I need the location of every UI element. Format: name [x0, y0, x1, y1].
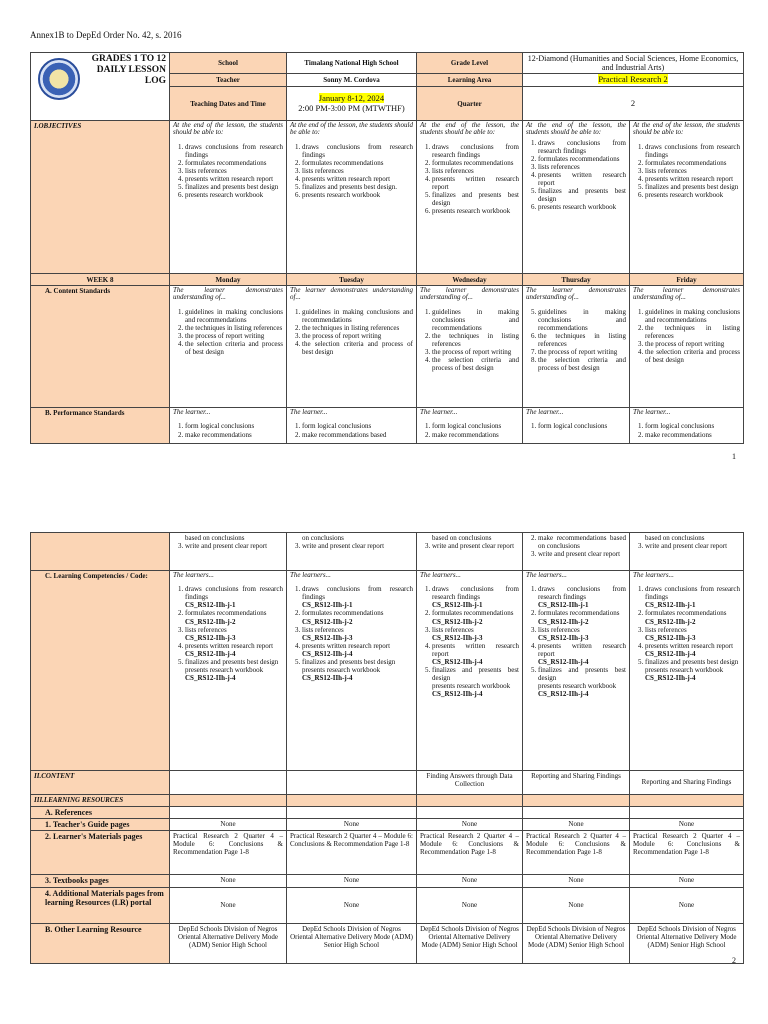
- competencies-label: C. Learning Competencies / Code:: [31, 571, 170, 771]
- learners-materials-friday: Practical Research 2 Quarter 4 – Module 6: Conclusions & Recommendation Page 1-8: [630, 831, 744, 875]
- learners-materials-thursday: Practical Research 2 Quarter 4 – Module 6: Conclusions & Recommendation Page 1-8: [523, 831, 630, 875]
- performance-standards-label: B. Performance Standards: [31, 408, 170, 444]
- performance-continued-friday: based on conclusions 3. write and present clear report: [630, 533, 744, 571]
- competencies-monday: The learners... 1. draws conclusions from research findings CS_RS12-IIh-j-1 2. formulates recommendations CS_RS12-IIh-j-2 3. lists references CS_RS12-IIh-j-3 4. presents written research report CS_RS12-IIh-j-4 5. finalizes and presents best design presents research workbook CS_RS12-IIh-j-4: [170, 571, 287, 771]
- learners-materials-label: 2. Learner's Materials pages: [31, 831, 170, 875]
- textbooks-tuesday: None: [287, 875, 417, 887]
- other-tuesday: DepEd Schools Division of Negros Oriental Alternative Delivery Mode (ADM) Senior High School: [287, 923, 417, 963]
- teachers-guide-tuesday: None: [287, 819, 417, 831]
- competencies-thursday: The learners... 1. draws conclusions from research findings CS_RS12-IIh-j-1 2. formulates recommendations CS_RS12-IIh-j-2 3. lists references CS_RS12-IIh-j-3 4. presents written research report CS_RS12-IIh-j-4 5. finalizes and presents best design presents research workbook CS_RS12-IIh-j-4: [523, 571, 630, 771]
- additional-tuesday: None: [287, 887, 417, 923]
- performance-continued-label: [31, 533, 170, 571]
- lesson-log-table-page-1: [30, 52, 744, 444]
- objectives-friday: At the end of the lesson, the students should be able to: 1. draws conclusions from research findings 2. formulates recommendations 3. lists references 4. presents written research report 5. finalizes and presents best design 6. presents research workbook: [630, 121, 744, 274]
- resources-blank-3: [417, 795, 523, 807]
- grade-level-value: 12-Diamond (Humanities and Social Sciences, Home Economics, and Industrial Arts): [523, 53, 744, 74]
- references-tuesday: [287, 807, 417, 819]
- grade-level-label: Grade Level: [417, 53, 523, 74]
- learning-area-value: Practical Research 2: [523, 74, 744, 87]
- references-label: A. References: [31, 807, 170, 819]
- title-block: [31, 53, 170, 121]
- objectives-monday: At the end of the lesson, the students should be able to: 1. draws conclusions from research findings 2. formulates recommendations 3. lists references 4. presents written research report 5. finalizes and presents best design 6. presents research workbook: [170, 121, 287, 274]
- textbooks-label: 3. Textbooks pages: [31, 875, 170, 887]
- performance-standards-tuesday: The learner... 1. form logical conclusions 2. make recommendations based: [287, 408, 417, 444]
- other-thursday: DepEd Schools Division of Negros Oriental Alternative Delivery Mode (ADM) Senior High School: [523, 923, 630, 963]
- resources-blank-1: [170, 795, 287, 807]
- objectives-tuesday: At the end of the lesson, the students should be able to: 1. draws conclusions from research findings 2. formulates recommendations 3. lists references 4. presents written research report 5. finalizes and presents best design. 6. presents research workbook: [287, 121, 417, 274]
- learners-materials-tuesday: Practical Research 2 Quarter 4 – Module 6: Conclusions & Recommendation Page 1-8: [287, 831, 417, 875]
- learners-materials-wednesday: Practical Research 2 Quarter 4 – Module 6: Conclusions & Recommendation Page 1-8: [417, 831, 523, 875]
- additional-wednesday: None: [417, 887, 523, 923]
- performance-continued-wednesday: based on conclusions 3. write and present clear report: [417, 533, 523, 571]
- page-number-1: 1: [732, 452, 736, 461]
- competencies-tuesday: The learners... 1. draws conclusions from research findings CS_RS12-IIh-j-1 2. formulates recommendations CS_RS12-IIh-j-2 3. lists references CS_RS12-IIh-j-3 4. presents written research report CS_RS12-IIh-j-4 5. finalizes and presents best design presents research workbook CS_RS12-IIh-j-4: [287, 571, 417, 771]
- other-wednesday: DepEd Schools Division of Negros Oriental Alternative Delivery Mode (ADM) Senior High School: [417, 923, 523, 963]
- content-standards-label: A. Content Standards: [31, 286, 170, 408]
- content-monday: [170, 771, 287, 795]
- additional-materials-label: 4. Additional Materials pages from learning Resources (LR) portal: [31, 887, 170, 923]
- day-thursday: Thursday: [523, 274, 630, 286]
- references-thursday: [523, 807, 630, 819]
- performance-continued-tuesday: on conclusions 3. write and present clear report: [287, 533, 417, 571]
- teaching-dates-value: January 8-12, 2024 2:00 PM-3:00 PM (MTWTHF): [287, 87, 417, 121]
- day-friday: Friday: [630, 274, 744, 286]
- textbooks-monday: None: [170, 875, 287, 887]
- resources-blank-2: [287, 795, 417, 807]
- textbooks-thursday: None: [523, 875, 630, 887]
- resources-blank-5: [630, 795, 744, 807]
- content-friday: Reporting and Sharing Findings: [630, 771, 744, 795]
- school-value: Timalang National High School: [287, 53, 417, 74]
- references-friday: [630, 807, 744, 819]
- content-standards-monday: The learner demonstrates understanding of... 1. guidelines in making conclusions and recommendations 2. the techniques in listing references 3. the process of report writing 4. the selection criteria and process of best design: [170, 286, 287, 408]
- teacher-value: Sonny M. Cordova: [287, 74, 417, 87]
- performance-standards-wednesday: The learner... 1. form logical conclusions 2. make recommendations: [417, 408, 523, 444]
- additional-friday: None: [630, 887, 744, 923]
- teachers-guide-label: 1. Teacher's Guide pages: [31, 819, 170, 831]
- teacher-label: Teacher: [170, 74, 287, 87]
- textbooks-wednesday: None: [417, 875, 523, 887]
- resources-blank-4: [523, 795, 630, 807]
- other-resources-label: B. Other Learning Resource: [31, 923, 170, 963]
- references-wednesday: [417, 807, 523, 819]
- competencies-wednesday: The learners... 1. draws conclusions from research findings CS_RS12-IIh-j-1 2. formulates recommendations CS_RS12-IIh-j-2 3. lists references CS_RS12-IIh-j-3 4. presents written research report CS_RS12-IIh-j-4 5. finalizes and presents best design presents research workbook CS_RS12-IIh-j-4: [417, 571, 523, 771]
- objectives-thursday: At the end of the lesson, the students should be able to: 1. draws conclusions from research findings 2. formulates recommendations 3. lists references 4. presents written research report 5. finalizes and presents best design 6. presents research workbook: [523, 121, 630, 274]
- deped-seal-icon: [38, 58, 80, 100]
- day-wednesday: Wednesday: [417, 274, 523, 286]
- teachers-guide-thursday: None: [523, 819, 630, 831]
- teachers-guide-friday: None: [630, 819, 744, 831]
- performance-continued-thursday: 2. make recommendations based on conclusions 3. write and present clear report: [523, 533, 630, 571]
- content-wednesday: Finding Answers through Data Collection: [417, 771, 523, 795]
- log-title: GRADES 1 TO 12 DAILY LESSON LOG: [91, 54, 166, 86]
- learners-materials-monday: Practical Research 2 Quarter 4 – Module 6: Conclusions & Recommendation Page 1-8: [170, 831, 287, 875]
- objectives-label: I.OBJECTIVES: [31, 121, 170, 274]
- additional-thursday: None: [523, 887, 630, 923]
- objectives-wednesday: At the end of the lesson, the students should be able to: 1. draws conclusions from research findings 2. formulates recommendations 3. lists references 4. presents written research report 5. finalizes and presents best design 6. presents research workbook: [417, 121, 523, 274]
- learning-resources-label: III.LEARNING RESOURCES: [31, 795, 170, 807]
- references-monday: [170, 807, 287, 819]
- competencies-friday: The learners... 1. draws conclusions from research findings CS_RS12-IIh-j-1 2. formulates recommendations CS_RS12-IIh-j-2 3. lists references CS_RS12-IIh-j-3 4. presents written research report CS_RS12-IIh-j-4 5. finalizes and presents best design presents research workbook CS_RS12-IIh-j-4: [630, 571, 744, 771]
- teachers-guide-wednesday: None: [417, 819, 523, 831]
- learning-area-label: Learning Area: [417, 74, 523, 87]
- teachers-guide-monday: None: [170, 819, 287, 831]
- additional-monday: None: [170, 887, 287, 923]
- other-friday: DepEd Schools Division of Negros Oriental Alternative Delivery Mode (ADM) Senior High School: [630, 923, 744, 963]
- content-standards-friday: The learner demonstrates understanding of... 1. guidelines in making conclusions and recommendations 2. the techniques in listing references 3. the process of report writing 4. the selection criteria and process of best design: [630, 286, 744, 408]
- teaching-dates-label: Teaching Dates and Time: [170, 87, 287, 121]
- other-monday: DepEd Schools Division of Negros Oriental Alternative Delivery Mode (ADM) Senior High School: [170, 923, 287, 963]
- content-label: II.CONTENT: [31, 771, 170, 795]
- lesson-log-table-page-2: [30, 532, 744, 964]
- annex-header: Annex1B to DepEd Order No. 42, s. 2016: [30, 30, 182, 40]
- performance-standards-friday: The learner... 1. form logical conclusions 2. make recommendations: [630, 408, 744, 444]
- performance-standards-monday: The learner... 1. form logical conclusions 2. make recommendations: [170, 408, 287, 444]
- page-number-2: 2: [732, 956, 736, 965]
- quarter-value: 2: [523, 87, 744, 121]
- day-monday: Monday: [170, 274, 287, 286]
- textbooks-friday: None: [630, 875, 744, 887]
- content-standards-tuesday: The learner demonstrates understanding of... 1. guidelines in making conclusions and recommendations 2. the techniques in listing references 3. the process of report writing 4. the selection criteria and process of best design: [287, 286, 417, 408]
- day-tuesday: Tuesday: [287, 274, 417, 286]
- content-tuesday: [287, 771, 417, 795]
- performance-continued-monday: based on conclusions 3. write and present clear report: [170, 533, 287, 571]
- content-standards-thursday: The learner demonstrates understanding of... 5. guidelines in making conclusions and recommendations 6. the techniques in listing references 7. the process of report writing 8. the selection criteria and process of best design: [523, 286, 630, 408]
- week-label: WEEK 8: [31, 274, 170, 286]
- school-label: School: [170, 53, 287, 74]
- performance-standards-thursday: The learner... 1. form logical conclusions: [523, 408, 630, 444]
- content-standards-wednesday: The learner demonstrates understanding of... 1. guidelines in making conclusions and recommendations 2. the techniques in listing references 3. the process of report writing 4. the selection criteria and process of best design: [417, 286, 523, 408]
- content-thursday: Reporting and Sharing Findings: [523, 771, 630, 795]
- quarter-label: Quarter: [417, 87, 523, 121]
